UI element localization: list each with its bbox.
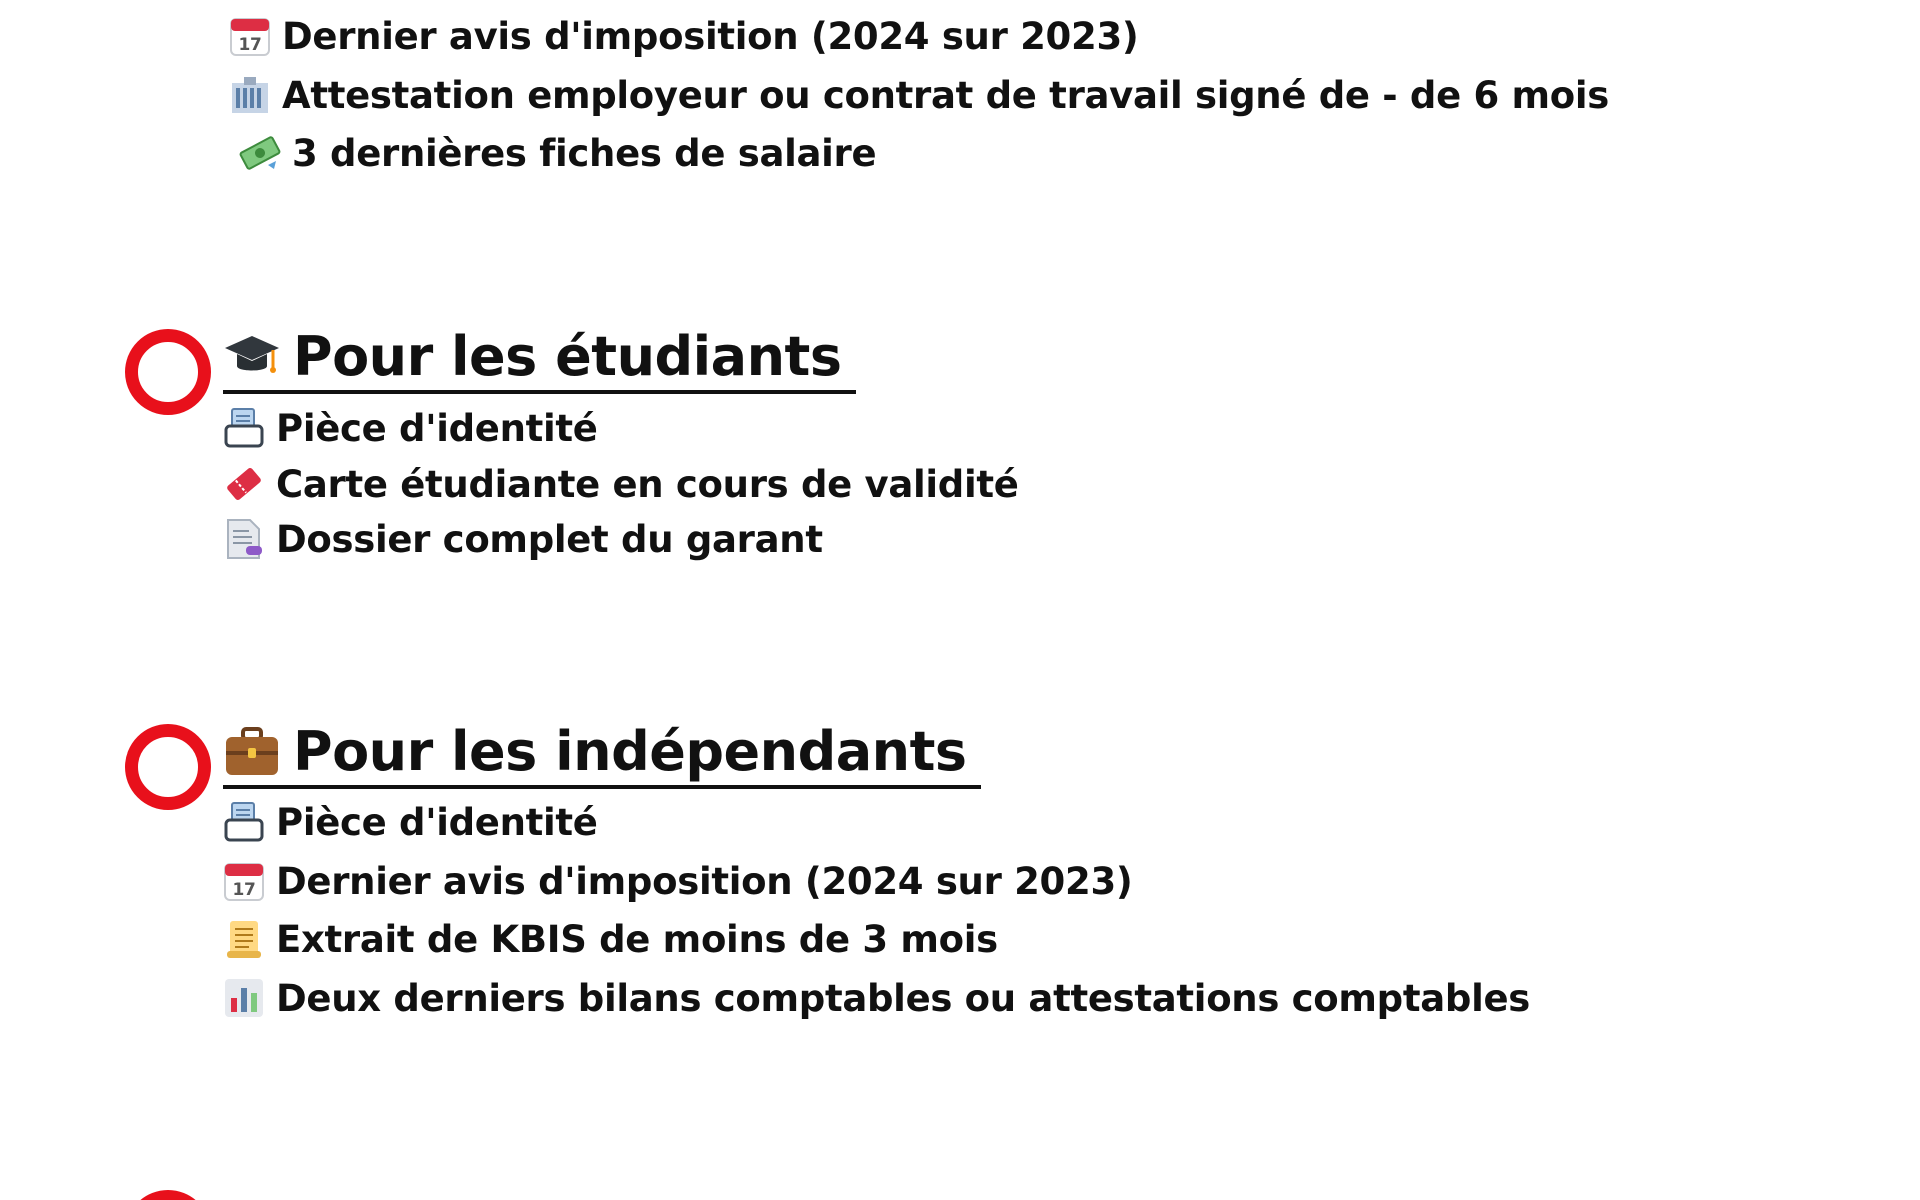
- list-item-label: Attestation employeur ou contrat de travail signé de - de 6 mois: [282, 73, 1609, 117]
- svg-text:17: 17: [238, 35, 262, 55]
- list-item: [222, 406, 598, 450]
- section-marker-circle: [125, 329, 211, 415]
- list-item: [228, 73, 1609, 117]
- section-title-independents: [223, 720, 981, 789]
- calendar-icon: [228, 14, 272, 58]
- graduation-cap-icon: [223, 328, 281, 386]
- list-item-label: Pièce d'identité: [276, 406, 598, 450]
- id-card-icon: [222, 800, 266, 844]
- section-marker-circle: [125, 724, 211, 810]
- svg-text:17: 17: [232, 880, 256, 900]
- calendar-icon: [222, 859, 266, 903]
- list-item-label: Deux derniers bilans comptables ou attestations comptables: [276, 976, 1530, 1020]
- ticket-icon: [222, 462, 266, 506]
- list-item: [222, 517, 823, 561]
- list-item-label: Pièce d'identité: [276, 800, 598, 844]
- money-bills-icon: [238, 131, 282, 175]
- scroll-icon: [222, 917, 266, 961]
- list-item-label: Dernier avis d'imposition (2024 sur 2023): [276, 859, 1133, 903]
- briefcase-icon: [223, 723, 281, 781]
- list-item: [222, 917, 998, 961]
- list-item: [222, 976, 1530, 1020]
- document-icon: [222, 517, 266, 561]
- list-item: [222, 859, 1133, 903]
- list-item-label: Carte étudiante en cours de validité: [276, 462, 1019, 506]
- office-building-icon: [228, 73, 272, 117]
- list-item-label: Dernier avis d'imposition (2024 sur 2023): [282, 14, 1139, 58]
- list-item: [222, 800, 598, 844]
- list-item-label: 3 dernières fiches de salaire: [292, 131, 877, 175]
- list-item-label: Extrait de KBIS de moins de 3 mois: [276, 917, 998, 961]
- section-title-students: [223, 325, 856, 394]
- section-marker-circle: [125, 1190, 211, 1200]
- list-item: [228, 14, 1139, 58]
- section-title-text: Pour les étudiants: [293, 325, 842, 388]
- bar-chart-icon: [222, 976, 266, 1020]
- list-item: [238, 131, 876, 175]
- list-item-label: Dossier complet du garant: [276, 517, 823, 561]
- section-title-text: Pour les indépendants: [293, 720, 967, 783]
- id-card-icon: [222, 406, 266, 450]
- list-item: [222, 462, 1019, 506]
